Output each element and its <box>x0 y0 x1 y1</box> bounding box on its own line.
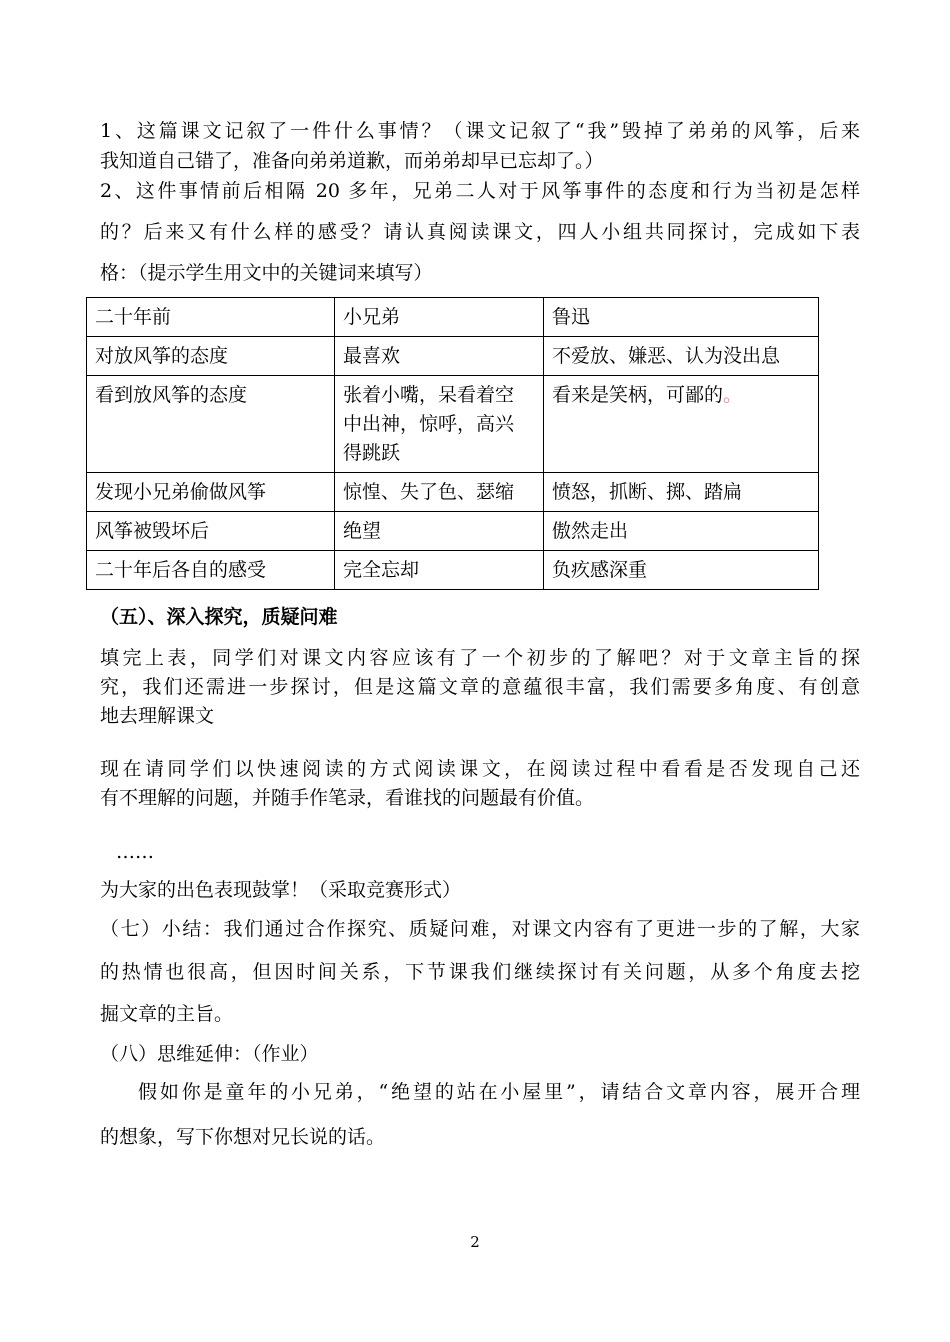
section-8-heading: （八）思维延伸：（作业） <box>100 1043 319 1065</box>
table-row <box>87 551 819 590</box>
question-2-line-3: 格：（提示学生用文中的关键词来填写） <box>100 262 433 284</box>
table-cell <box>544 376 819 473</box>
table-cell: 不爱放、嫌恶、认为没出息 <box>544 337 819 376</box>
comparison-table <box>86 297 819 590</box>
section-8-line-2: 的想象，写下你想对兄长说的话。 <box>100 1126 386 1148</box>
section-7-line-3: 掘文章的主旨。 <box>100 1003 234 1025</box>
question-2-line-2: 的？后来又有什么样的感受？请认真阅读课文，四人小组共同探讨，完成如下表 <box>100 221 860 243</box>
table-cell: 最喜欢 <box>335 337 544 376</box>
table-cell: 对放风筝的态度 <box>87 337 335 376</box>
section-5-para-1-line-2: 究，我们还需进一步探讨，但是这篇文章的意蕴很丰富，我们需要多角度、有创意 <box>100 676 860 698</box>
table-header-row <box>87 298 819 337</box>
section-5-para-1-line-1: 填完上表，同学们对课文内容应该有了一个初步的了解吧？对于文章主旨的探 <box>100 647 860 669</box>
ellipsis: …… <box>116 841 154 863</box>
table-cell: 二十年后各自的感受 <box>87 551 335 590</box>
table-row <box>87 376 819 473</box>
section-8-line-1: 假如你是童年的小兄弟，“绝望的站在小屋里”，请结合文章内容，展开合理 <box>138 1081 860 1103</box>
table-cell: 完全忘却 <box>335 551 544 590</box>
table-header-cell: 小兄弟 <box>335 298 544 337</box>
section-7-line-1: （七）小结：我们通过合作探究、质疑问难，对课文内容有了更进一步的了解，大家 <box>100 918 860 940</box>
cell-line: 张着小嘴，呆看着空 <box>343 384 515 406</box>
question-2-line-1: 2、这件事情前后相隔 20 多年，兄弟二人对于风筝事件的态度和行为当初是怎样 <box>100 180 860 202</box>
cell-text: 看来是笑柄，可鄙的 <box>552 384 724 406</box>
table-row <box>87 512 819 551</box>
question-1-line-1: 1、这篇课文记叙了一件什么事情？（课文记叙了“我”毁掉了弟弟的风筝，后来 <box>100 120 860 142</box>
section-5-para-3: 为大家的出色表现鼓掌！（采取竞赛形式） <box>100 879 462 901</box>
table-cell: 傲然走出 <box>544 512 819 551</box>
page-number: 2 <box>470 1233 480 1251</box>
question-1-line-2: 我知道自己错了，准备向弟弟道歉，而弟弟却早已忘却了。） <box>100 150 604 172</box>
table-cell: 愤怒，抓断、掷、踏扁 <box>544 473 819 512</box>
table-cell: 绝望 <box>335 512 544 551</box>
table-header-cell: 鲁迅 <box>544 298 819 337</box>
table-row <box>87 473 819 512</box>
cell-line: 得跳跃 <box>343 442 401 464</box>
section-7-line-2: 的热情也很高，但因时间关系，下节课我们继续探讨有关问题，从多个角度去挖 <box>100 961 860 983</box>
section-5-para-2-line-1: 现在请同学们以快速阅读的方式阅读课文，在阅读过程中看看是否发现自己还 <box>100 758 860 780</box>
table-cell: 发现小兄弟偷做风筝 <box>87 473 335 512</box>
table-cell: 风筝被毁坏后 <box>87 512 335 551</box>
table-header-cell: 二十年前 <box>87 298 335 337</box>
red-period-mark: 。 <box>723 384 743 406</box>
cell-line: 中出神，惊呼，高兴 <box>343 413 515 435</box>
table-cell: 负疚感深重 <box>544 551 819 590</box>
table-cell: 看到放风筝的态度 <box>87 376 335 473</box>
section-5-heading: （五）、深入探究，质疑问难 <box>100 606 338 628</box>
table-cell-multiline <box>335 376 544 473</box>
section-5-para-2-line-2: 有不理解的问题，并随手作笔录，看谁找的问题最有价值。 <box>100 787 595 809</box>
section-5-para-1-line-3: 地去理解课文 <box>100 705 215 727</box>
table-row <box>87 337 819 376</box>
table-cell: 惊惶、失了色、瑟缩 <box>335 473 544 512</box>
